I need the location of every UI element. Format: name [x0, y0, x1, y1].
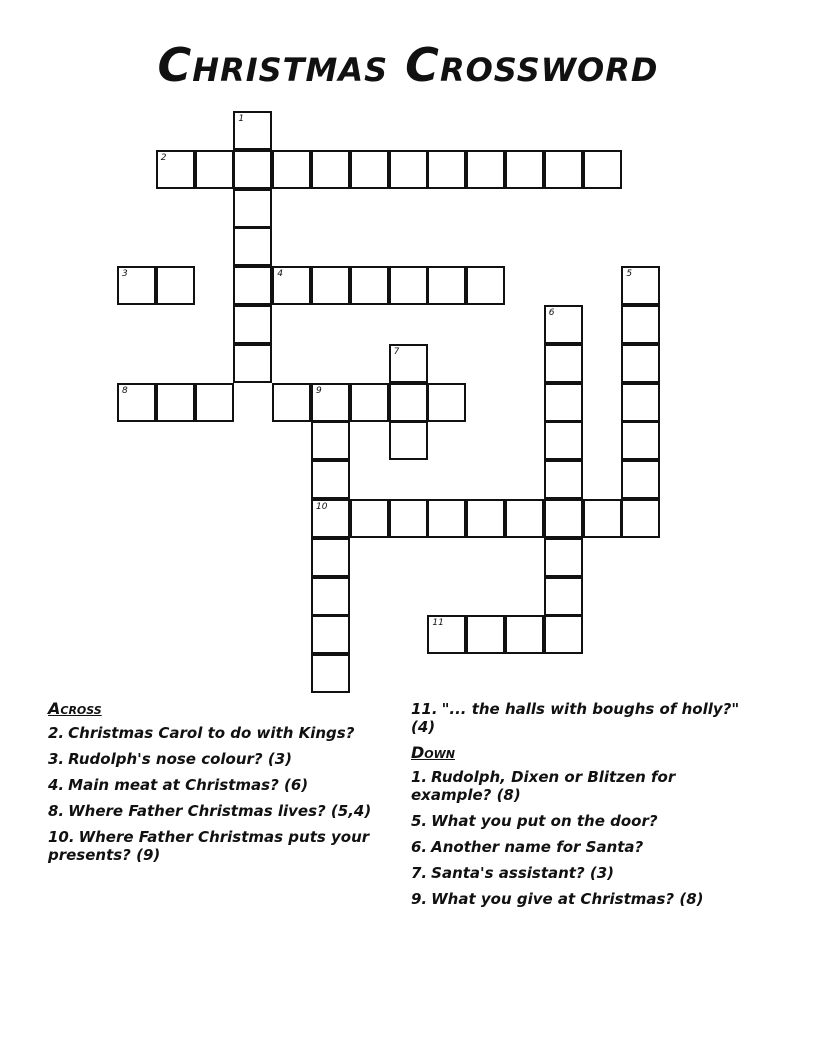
grid-cell[interactable]	[466, 615, 505, 654]
grid-cell[interactable]	[389, 421, 428, 460]
grid-cell[interactable]	[117, 266, 156, 305]
clue-item-number: 7.	[411, 864, 428, 882]
down-heading: Down	[411, 743, 455, 762]
clue-item	[48, 802, 388, 820]
grid-cell[interactable]	[621, 305, 660, 344]
grid-cell[interactable]	[233, 266, 272, 305]
clue-item	[411, 700, 741, 736]
clue-number: 5	[626, 269, 633, 280]
grid-cell[interactable]	[621, 344, 660, 383]
grid-cell[interactable]	[544, 499, 583, 538]
across-clue-list	[48, 724, 388, 864]
grid-cell[interactable]	[466, 150, 505, 189]
clue-number: 1	[238, 114, 245, 124]
grid-cell[interactable]	[621, 499, 660, 538]
grid-cell[interactable]	[117, 383, 156, 422]
grid-cell[interactable]	[272, 383, 311, 422]
clue-item	[48, 776, 388, 794]
grid-cell[interactable]	[389, 266, 428, 305]
grid-cell[interactable]	[311, 421, 350, 460]
clue-number: 6	[548, 308, 555, 318]
clue-item	[411, 864, 741, 882]
grid-cell[interactable]	[427, 615, 466, 654]
clue-item-text: What you give at Christmas? (8)	[431, 890, 704, 908]
clue-number: 7	[393, 346, 400, 357]
grid-cell[interactable]	[156, 383, 195, 422]
grid-cell[interactable]	[544, 344, 583, 383]
clue-item-number: 3.	[48, 750, 65, 768]
clue-item	[411, 812, 741, 830]
grid-cell[interactable]	[466, 266, 505, 305]
clue-item-number: 9.	[411, 890, 428, 908]
right-clue-column	[411, 700, 741, 916]
clue-number: 9	[316, 385, 322, 396]
grid-cell[interactable]	[156, 266, 195, 305]
grid-cell[interactable]	[233, 344, 272, 383]
grid-cell[interactable]	[272, 150, 311, 189]
page-title: Christmas Crossword	[157, 38, 659, 92]
clue-item	[411, 768, 741, 804]
grid-cell[interactable]	[583, 150, 622, 189]
grid-cell[interactable]	[505, 615, 544, 654]
grid-cell[interactable]	[427, 499, 466, 538]
grid-cell[interactable]	[311, 577, 350, 616]
clue-number: 8	[122, 385, 128, 396]
clue-item-text: Rudolph's nose colour? (3)	[68, 750, 292, 768]
clue-item	[48, 828, 388, 864]
grid-cell[interactable]	[350, 383, 389, 422]
clue-item-number: 4.	[48, 776, 65, 794]
grid-cell[interactable]	[389, 499, 428, 538]
clue-item-number: 5.	[411, 812, 428, 830]
grid-cell[interactable]	[311, 615, 350, 654]
grid-cell[interactable]	[195, 383, 234, 422]
clue-item-text: Main meat at Christmas? (6)	[68, 776, 309, 794]
clue-item-text: Christmas Carol to do with Kings?	[68, 724, 355, 742]
grid-cell[interactable]	[583, 499, 622, 538]
clue-item-text: "... the halls with boughs of holly?" (4)	[411, 700, 740, 736]
clue-item-text: Where Father Christmas puts your presents? (9)	[48, 828, 370, 864]
grid-cell[interactable]	[427, 150, 466, 189]
clue-number: 3	[122, 269, 128, 280]
grid-cell[interactable]	[350, 499, 389, 538]
grid-cell[interactable]	[311, 266, 350, 305]
clue-item-text: Where Father Christmas lives? (5,4)	[68, 802, 372, 820]
clue-number: 4	[277, 269, 283, 280]
grid-cell[interactable]	[621, 383, 660, 422]
clue-item-number: 10.	[48, 828, 75, 846]
grid-cell[interactable]	[621, 460, 660, 499]
across-heading: Across	[48, 699, 102, 718]
grid-cell[interactable]	[389, 344, 428, 383]
clue-item	[411, 838, 741, 856]
grid-cell[interactable]	[621, 266, 660, 305]
clue-item-number: 11.	[411, 700, 438, 718]
clue-number: 11	[432, 618, 444, 629]
clue-item-number: 1.	[411, 768, 428, 786]
grid-cell[interactable]	[427, 266, 466, 305]
grid-cell[interactable]	[311, 654, 350, 693]
grid-cell[interactable]	[544, 460, 583, 499]
grid-cell[interactable]	[621, 421, 660, 460]
grid-cell[interactable]	[156, 150, 195, 189]
grid-cell[interactable]	[311, 383, 350, 422]
clue-number: 10	[316, 502, 328, 512]
grid-cell[interactable]	[544, 538, 583, 577]
grid-cell[interactable]	[233, 227, 272, 266]
grid-cell[interactable]	[195, 150, 234, 189]
clue-item-number: 6.	[411, 838, 428, 856]
clue-item	[411, 890, 741, 908]
grid-cell[interactable]	[311, 460, 350, 499]
clue-item-text: Another name for Santa?	[431, 838, 644, 856]
clue-item-number: 8.	[48, 802, 65, 820]
grid-cell[interactable]	[233, 111, 272, 150]
grid-cell[interactable]	[311, 150, 350, 189]
grid-cell[interactable]	[350, 150, 389, 189]
across-clue-list-continued	[411, 700, 741, 736]
grid-cell[interactable]	[389, 383, 428, 422]
grid-cell[interactable]	[544, 383, 583, 422]
grid-cell[interactable]	[544, 615, 583, 654]
grid-cell[interactable]	[544, 150, 583, 189]
grid-cell[interactable]	[544, 305, 583, 344]
clue-number: 2	[160, 152, 167, 163]
grid-cell[interactable]	[427, 383, 466, 422]
grid-cell[interactable]	[311, 499, 350, 538]
grid-cell[interactable]	[272, 266, 311, 305]
grid-cell[interactable]	[505, 150, 544, 189]
across-clues	[48, 700, 388, 872]
grid-cell[interactable]	[233, 189, 272, 228]
clue-item-text: Santa's assistant? (3)	[431, 864, 615, 882]
grid-cell[interactable]	[389, 150, 428, 189]
grid-cell[interactable]	[466, 499, 505, 538]
grid-cell[interactable]	[233, 305, 272, 344]
grid-cell[interactable]	[311, 538, 350, 577]
grid-cell[interactable]	[544, 577, 583, 616]
grid-cell[interactable]	[350, 266, 389, 305]
clue-item-text: Rudolph, Dixen or Blitzen for example? (8)	[411, 768, 676, 804]
grid-cell[interactable]	[544, 421, 583, 460]
down-clue-list	[411, 768, 741, 908]
grid-cell[interactable]	[233, 150, 272, 189]
clue-item	[48, 750, 388, 768]
clue-item	[48, 724, 388, 742]
grid-cell[interactable]	[505, 499, 544, 538]
clue-item-text: What you put on the door?	[431, 812, 658, 830]
clue-item-number: 2.	[48, 724, 65, 742]
